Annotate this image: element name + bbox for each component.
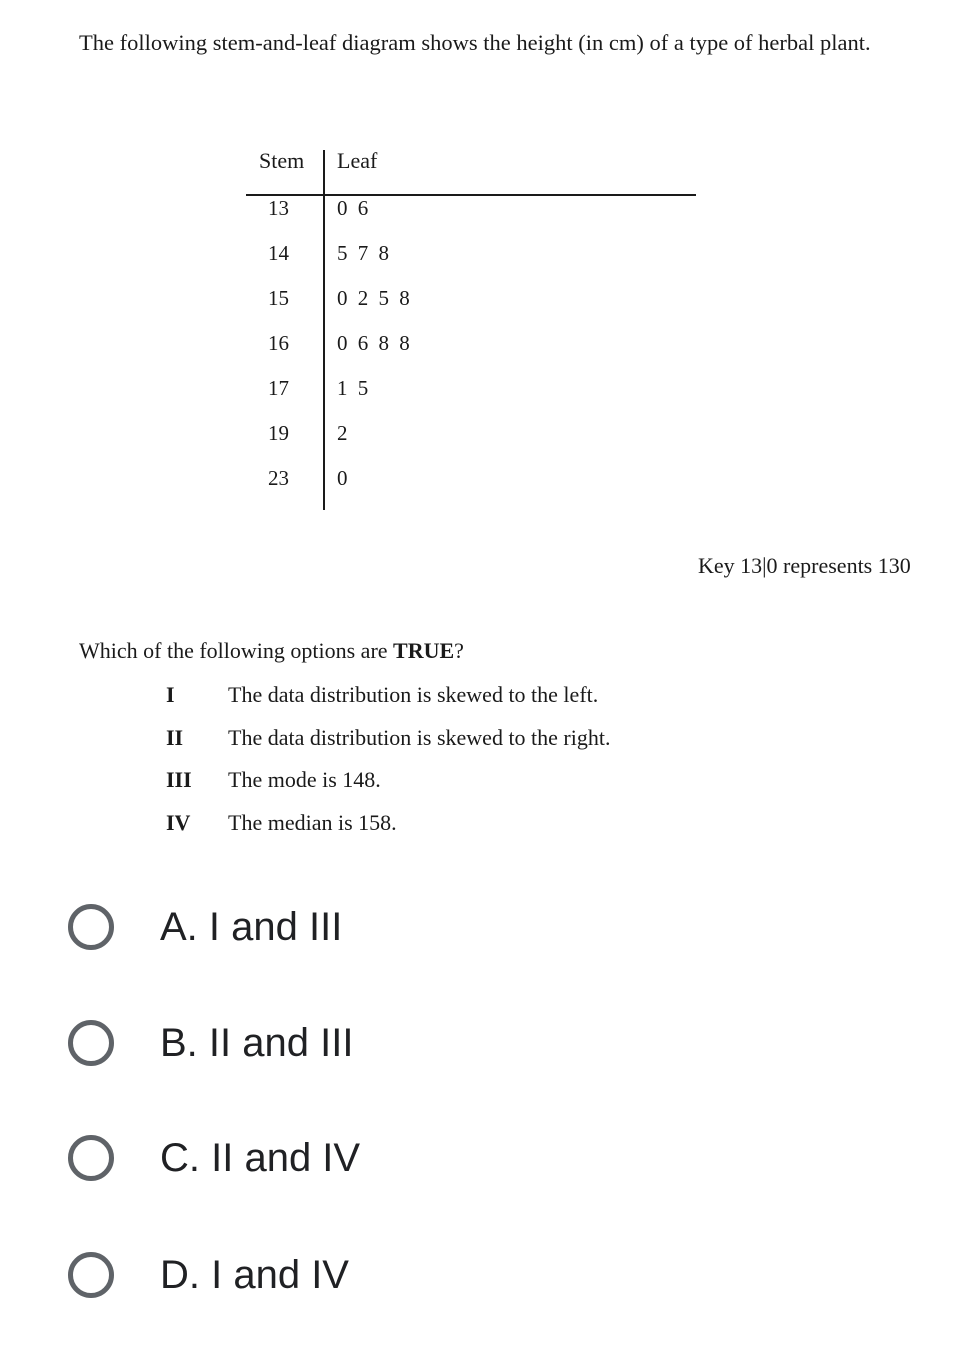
stem-value: 23 <box>268 466 289 490</box>
statement-text: The data distribution is skewed to the left. <box>228 682 599 707</box>
radio-unchecked-icon[interactable] <box>68 1020 114 1066</box>
stem-leaf-row <box>246 286 696 316</box>
statement-item <box>166 725 611 751</box>
option-label: A. I and III <box>160 904 343 949</box>
radio-unchecked-icon[interactable] <box>68 904 114 950</box>
leaf-values: 0 2 5 8 <box>337 286 410 310</box>
stem-leaf-row <box>246 241 696 271</box>
stem-leaf-row <box>246 376 696 406</box>
option-label: C. II and IV <box>160 1135 361 1180</box>
leaf-values: 5 7 8 <box>337 241 389 265</box>
statement-item <box>166 810 397 836</box>
stem-value: 16 <box>268 331 289 355</box>
question-prefix: Which of the following options are <box>79 638 394 663</box>
statement-number: III <box>166 767 192 792</box>
option-label: D. I and IV <box>160 1252 349 1297</box>
stem-value: 13 <box>268 196 289 220</box>
stem-leaf-row <box>246 331 696 361</box>
leaf-values: 0 <box>337 466 348 490</box>
stem-value: 19 <box>268 421 289 445</box>
statement-text: The median is 158. <box>228 810 397 835</box>
option-c[interactable] <box>68 1129 360 1187</box>
radio-unchecked-icon[interactable] <box>68 1252 114 1298</box>
option-d[interactable] <box>68 1246 349 1304</box>
option-a[interactable] <box>68 898 342 956</box>
statement-item <box>166 682 598 708</box>
stem-leaf-row <box>246 421 696 451</box>
leaf-values: 2 <box>337 421 348 445</box>
stem-value: 15 <box>268 286 289 310</box>
question-suffix: ? <box>454 638 464 663</box>
stem-leaf-row <box>246 196 696 226</box>
question-text <box>79 638 464 664</box>
leaf-values: 0 6 <box>337 196 369 220</box>
radio-unchecked-icon[interactable] <box>68 1135 114 1181</box>
leaf-values: 1 5 <box>337 376 369 400</box>
leaf-values: 0 6 8 8 <box>337 331 410 355</box>
stem-value: 17 <box>268 376 289 400</box>
header-leaf: Leaf <box>337 148 378 173</box>
statement-number: II <box>166 725 184 750</box>
question-emphasis: TRUE <box>393 638 455 663</box>
stem-value: 14 <box>268 241 289 265</box>
statement-number: IV <box>166 810 191 835</box>
statement-number: I <box>166 682 175 707</box>
statement-text: The data distribution is skewed to the right. <box>228 725 611 750</box>
statement-item <box>166 767 381 793</box>
header-stem: Stem <box>259 148 305 173</box>
diagram-key: Key 13|0 represents 130 <box>698 553 911 578</box>
stem-and-leaf-diagram <box>246 144 696 510</box>
stem-leaf-row <box>246 466 696 496</box>
statement-text: The mode is 148. <box>228 767 381 792</box>
option-label: B. II and III <box>160 1020 354 1065</box>
intro-text: The following stem-and-leaf diagram shows the height (in cm) of a type of herbal plant. <box>79 30 871 55</box>
option-b[interactable] <box>68 1014 353 1072</box>
